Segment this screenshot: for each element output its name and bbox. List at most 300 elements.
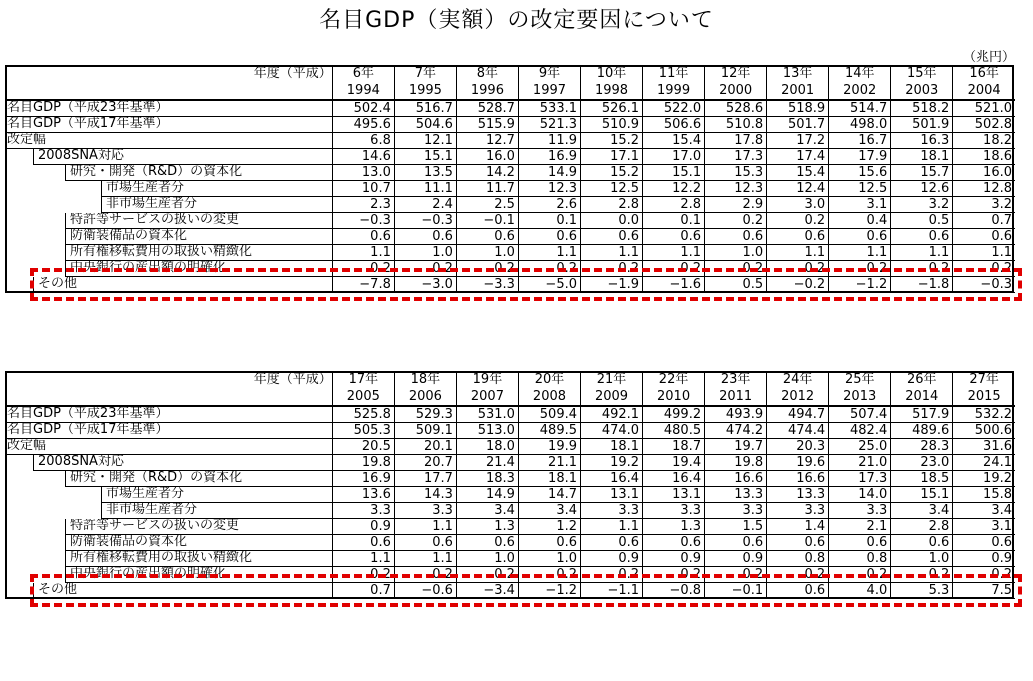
value-cell: 489.5 [518,423,580,439]
value-cell: 3.1 [829,197,891,213]
header-western-year: 1999 [643,82,705,100]
value-cell: 21.0 [829,455,891,471]
value-cell: 480.5 [643,423,705,439]
header-heisei-year: 17年 [332,371,394,388]
value-cell: 18.1 [891,149,953,165]
value-cell: 3.3 [829,503,891,519]
revision-table-2005-2015 [5,371,1015,599]
value-cell: 21.4 [456,455,518,471]
value-cell: 20.7 [394,455,456,471]
row-label-cell [5,487,332,503]
header-label: 年度（平成） [253,371,332,387]
header-heisei-year: 10年 [581,65,643,82]
header-heisei-year: 12年 [705,65,767,82]
value-cell: 531.0 [456,406,518,423]
value-cell: 16.0 [456,149,518,165]
row-label-cell [5,519,332,535]
value-cell: 10.7 [332,181,394,197]
header-western-year: 2013 [829,388,891,406]
value-cell: 0.1 [643,213,705,229]
value-cell: 0.6 [456,535,518,551]
value-cell: 21.1 [518,455,580,471]
table-row [5,165,1015,181]
value-cell: 0.6 [643,535,705,551]
value-cell: 2.8 [581,197,643,213]
header-heisei-year: 21年 [581,371,643,388]
value-cell: 0.2 [953,261,1015,277]
table-row [5,503,1015,519]
table-row [5,277,1015,293]
header-label-blank [5,388,332,406]
value-cell: 28.3 [891,439,953,455]
value-cell: 0.7 [332,583,394,599]
value-cell: 19.9 [518,439,580,455]
value-cell: 1.0 [456,245,518,261]
value-cell: 1.1 [332,551,394,567]
value-cell: 19.8 [332,455,394,471]
value-cell: 505.3 [332,423,394,439]
value-cell: 0.0 [581,213,643,229]
value-cell: 17.3 [829,471,891,487]
header-heisei-year: 20年 [518,371,580,388]
value-cell: −1.1 [581,583,643,599]
value-cell: 533.1 [518,100,580,117]
value-cell: 2.4 [394,197,456,213]
value-cell: 16.4 [643,471,705,487]
value-cell: 18.6 [953,149,1015,165]
value-cell: 14.7 [518,487,580,503]
table-row [5,261,1015,277]
value-cell: 0.2 [705,261,767,277]
value-cell: −0.1 [456,213,518,229]
value-cell: 0.2 [332,567,394,583]
header-western-year: 2003 [891,82,953,100]
value-cell: 0.6 [518,535,580,551]
row-label-cell [5,229,332,245]
value-cell: 1.1 [581,519,643,535]
header-western-year: 2015 [953,388,1015,406]
header-western-year: 2005 [332,388,394,406]
value-cell: 1.1 [394,551,456,567]
value-cell: 474.2 [705,423,767,439]
header-heisei-year: 9年 [518,65,580,82]
value-cell: 3.2 [891,197,953,213]
value-cell: −0.3 [332,213,394,229]
row-label: 改定幅 [5,439,332,455]
header-heisei-year: 15年 [891,65,953,82]
value-cell: 528.6 [705,100,767,117]
value-cell: 5.3 [891,583,953,599]
value-cell: 3.3 [394,503,456,519]
table-row [5,455,1015,471]
row-label-cell [5,261,332,277]
value-cell: 1.1 [394,519,456,535]
row-label-cell [5,439,332,455]
row-label-cell [5,165,332,181]
row-label-cell [5,149,332,165]
value-cell: 3.2 [953,197,1015,213]
value-cell: 474.4 [767,423,829,439]
header-heisei-year: 25年 [829,371,891,388]
value-cell: 16.0 [953,165,1015,181]
value-cell: 18.2 [953,133,1015,149]
value-cell: −0.3 [953,277,1015,293]
value-cell: 502.4 [332,100,394,117]
value-cell: 501.7 [767,117,829,133]
header-western-year: 2001 [767,82,829,100]
row-label: 改定幅 [5,133,332,149]
value-cell: 12.1 [394,133,456,149]
value-cell: 521.3 [518,117,580,133]
value-cell: 0.6 [767,583,829,599]
value-cell: 23.0 [891,455,953,471]
value-cell: 0.2 [518,567,580,583]
value-cell: 13.3 [767,487,829,503]
row-label: 非市場生産者分 [101,197,332,213]
row-label-cell [5,213,332,229]
header-western-year: 1995 [394,82,456,100]
row-label: 特許等サービスの扱いの変更 [65,519,332,535]
value-cell: 0.6 [394,535,456,551]
header-heisei-year: 13年 [767,65,829,82]
value-cell: 529.3 [394,406,456,423]
value-cell: 0.5 [891,213,953,229]
value-cell: 1.0 [891,551,953,567]
value-cell: 1.3 [456,519,518,535]
value-cell: 1.1 [891,245,953,261]
row-label-cell [5,117,332,133]
row-label: 所有権移転費用の取扱い精緻化 [65,551,332,567]
value-cell: 517.9 [891,406,953,423]
value-cell: 18.1 [581,439,643,455]
value-cell: 0.8 [767,551,829,567]
value-cell: 3.3 [581,503,643,519]
value-cell: 12.4 [767,181,829,197]
value-cell: 0.6 [581,229,643,245]
table-row [5,181,1015,197]
value-cell: −0.8 [643,583,705,599]
row-label: 非市場生産者分 [101,503,332,519]
value-cell: 0.6 [705,535,767,551]
value-cell: 12.3 [705,181,767,197]
value-cell: 0.6 [332,229,394,245]
value-cell: 0.2 [332,261,394,277]
value-cell: 1.1 [332,245,394,261]
header-western-year: 1996 [456,82,518,100]
value-cell: 499.2 [643,406,705,423]
value-cell: −3.3 [456,277,518,293]
value-cell: 0.2 [456,261,518,277]
value-cell: 528.7 [456,100,518,117]
header-western-year: 2008 [518,388,580,406]
value-cell: 12.5 [581,181,643,197]
value-cell: −5.0 [518,277,580,293]
value-cell: 0.2 [829,567,891,583]
value-cell: 492.1 [581,406,643,423]
value-cell: 20.1 [394,439,456,455]
header-heisei-year: 22年 [643,371,705,388]
table-row [5,245,1015,261]
value-cell: 0.2 [953,567,1015,583]
row-label-cell [5,100,332,117]
header-heisei-year: 11年 [643,65,705,82]
table-row [5,519,1015,535]
header-western-year: 2002 [829,82,891,100]
value-cell: 14.9 [518,165,580,181]
row-label-cell [5,583,332,599]
table-row [5,100,1015,117]
value-cell: 0.2 [456,567,518,583]
row-label: 防衛装備品の資本化 [65,229,332,245]
value-cell: 3.3 [705,503,767,519]
value-cell: 509.4 [518,406,580,423]
value-cell: 12.7 [456,133,518,149]
header-heisei-year: 14年 [829,65,891,82]
value-cell: 17.3 [705,149,767,165]
value-cell: 1.1 [581,245,643,261]
table-row [5,213,1015,229]
row-label-cell [5,567,332,583]
value-cell: 0.6 [767,229,829,245]
value-cell: 1.0 [518,551,580,567]
header-row-year [5,82,1015,100]
value-cell: 15.2 [581,133,643,149]
row-label: 特許等サービスの扱いの変更 [65,213,332,229]
value-cell: 502.8 [953,117,1015,133]
value-cell: 515.9 [456,117,518,133]
table-body [5,371,1015,599]
value-cell: 507.4 [829,406,891,423]
value-cell: 0.2 [643,567,705,583]
value-cell: 495.6 [332,117,394,133]
value-cell: 1.1 [643,245,705,261]
value-cell: 1.1 [518,245,580,261]
value-cell: 521.0 [953,100,1015,117]
row-label: 防衛装備品の資本化 [65,535,332,551]
value-cell: 3.3 [767,503,829,519]
header-row-era [5,65,1015,82]
value-cell: 0.2 [394,261,456,277]
value-cell: 0.6 [891,535,953,551]
header-western-year: 2006 [394,388,456,406]
value-cell: 474.0 [581,423,643,439]
value-cell: 15.4 [643,133,705,149]
value-cell: 2.8 [891,519,953,535]
value-cell: 0.6 [829,535,891,551]
value-cell: 18.5 [891,471,953,487]
value-cell: 0.2 [767,213,829,229]
header-heisei-year: 26年 [891,371,953,388]
value-cell: −1.2 [829,277,891,293]
value-cell: −0.2 [767,277,829,293]
value-cell: 18.0 [456,439,518,455]
row-label-cell [5,133,332,149]
header-heisei-year: 18年 [394,371,456,388]
value-cell: −1.6 [643,277,705,293]
header-western-year: 2009 [581,388,643,406]
value-cell: 0.2 [394,567,456,583]
value-cell: 3.0 [767,197,829,213]
value-cell: −3.4 [456,583,518,599]
revision-table-1994-2004 [5,65,1015,293]
value-cell: 510.8 [705,117,767,133]
header-row-era [5,371,1015,388]
value-cell: 0.6 [953,535,1015,551]
header-heisei-year: 23年 [705,371,767,388]
header-western-year: 2004 [953,82,1015,100]
value-cell: 15.4 [767,165,829,181]
value-cell: 513.0 [456,423,518,439]
row-label: 研究・開発（R&D）の資本化 [65,165,332,181]
value-cell: 0.2 [705,213,767,229]
value-cell: 1.4 [767,519,829,535]
value-cell: 20.3 [767,439,829,455]
value-cell: 0.6 [643,229,705,245]
row-label-cell [5,551,332,567]
row-label-cell [5,455,332,471]
value-cell: 19.2 [581,455,643,471]
value-cell: 3.1 [953,519,1015,535]
header-heisei-year: 19年 [456,371,518,388]
value-cell: 3.3 [332,503,394,519]
value-cell: 498.0 [829,117,891,133]
row-label: 名目GDP（平成17年基準） [5,423,332,439]
value-cell: 13.1 [643,487,705,503]
value-cell: 12.5 [829,181,891,197]
table-row [5,197,1015,213]
value-cell: 1.1 [953,245,1015,261]
value-cell: 532.2 [953,406,1015,423]
value-cell: 17.1 [581,149,643,165]
value-cell: 16.4 [581,471,643,487]
value-cell: 11.7 [456,181,518,197]
value-cell: 0.2 [767,261,829,277]
row-label: 2008SNA対応 [33,455,332,471]
value-cell: 31.6 [953,439,1015,455]
value-cell: 3.4 [518,503,580,519]
value-cell: 0.9 [705,551,767,567]
value-cell: 0.6 [394,229,456,245]
value-cell: 13.6 [332,487,394,503]
value-cell: 14.0 [829,487,891,503]
row-label-cell [5,503,332,519]
value-cell: 15.8 [953,487,1015,503]
table-body [5,65,1015,293]
value-cell: 25.0 [829,439,891,455]
table-row [5,423,1015,439]
value-cell: 17.2 [767,133,829,149]
value-cell: 0.2 [518,261,580,277]
value-cell: 0.6 [767,535,829,551]
value-cell: 0.2 [581,567,643,583]
value-cell: 13.3 [705,487,767,503]
row-label-cell [5,423,332,439]
value-cell: 17.8 [705,133,767,149]
header-heisei-year: 8年 [456,65,518,82]
value-cell: 0.9 [581,551,643,567]
row-label: 中央銀行の産出額の明確化 [65,261,332,277]
value-cell: 0.5 [705,277,767,293]
value-cell: 13.1 [581,487,643,503]
value-cell: 2.1 [829,519,891,535]
value-cell: 19.8 [705,455,767,471]
row-label-cell [5,277,332,293]
value-cell: 6.8 [332,133,394,149]
value-cell: 1.3 [643,519,705,535]
header-row-year [5,388,1015,406]
table-row [5,583,1015,599]
value-cell: 16.9 [332,471,394,487]
value-cell: 19.7 [705,439,767,455]
header-western-year: 1998 [581,82,643,100]
row-label: 名目GDP（平成17年基準） [5,117,332,133]
value-cell: 0.2 [891,261,953,277]
value-cell: 7.5 [953,583,1015,599]
row-label-cell [5,535,332,551]
header-label: 年度（平成） [253,65,332,81]
table-row [5,471,1015,487]
value-cell: 16.7 [829,133,891,149]
value-cell: 24.1 [953,455,1015,471]
header-western-year: 2011 [705,388,767,406]
value-cell: 0.6 [518,229,580,245]
value-cell: 2.3 [332,197,394,213]
row-label-cell [5,197,332,213]
value-cell: 3.4 [953,503,1015,519]
header-western-year: 2012 [767,388,829,406]
value-cell: 15.6 [829,165,891,181]
value-cell: 0.8 [829,551,891,567]
header-heisei-year: 24年 [767,371,829,388]
row-label: 中央銀行の産出額の明確化 [65,567,332,583]
row-label-cell [5,471,332,487]
value-cell: 504.6 [394,117,456,133]
value-cell: 0.2 [705,567,767,583]
value-cell: 509.1 [394,423,456,439]
header-heisei-year: 16年 [953,65,1015,82]
row-label: 市場生産者分 [101,181,332,197]
value-cell: −1.8 [891,277,953,293]
value-cell: 489.6 [891,423,953,439]
value-cell: 494.7 [767,406,829,423]
value-cell: 0.6 [456,229,518,245]
value-cell: 0.6 [581,535,643,551]
value-cell: 1.0 [705,245,767,261]
value-cell: 501.9 [891,117,953,133]
value-cell: 12.8 [953,181,1015,197]
value-cell: 17.4 [767,149,829,165]
row-label: 所有権移転費用の取扱い精緻化 [65,245,332,261]
table-row [5,149,1015,165]
value-cell: 13.5 [394,165,456,181]
page-title: 名目GDP（実額）の改定要因について [319,8,714,33]
value-cell: 14.6 [332,149,394,165]
value-cell: 12.6 [891,181,953,197]
value-cell: 1.0 [456,551,518,567]
value-cell: 17.0 [643,149,705,165]
value-cell: −0.1 [705,583,767,599]
value-cell: 14.9 [456,487,518,503]
row-label: 名目GDP（平成23年基準） [5,101,332,117]
header-western-year: 2000 [705,82,767,100]
row-label: 研究・開発（R&D）の資本化 [65,471,332,487]
value-cell: 2.8 [643,197,705,213]
value-cell: 18.7 [643,439,705,455]
value-cell: 0.2 [767,567,829,583]
value-cell: 506.6 [643,117,705,133]
header-western-year: 2010 [643,388,705,406]
row-label-cell [5,245,332,261]
